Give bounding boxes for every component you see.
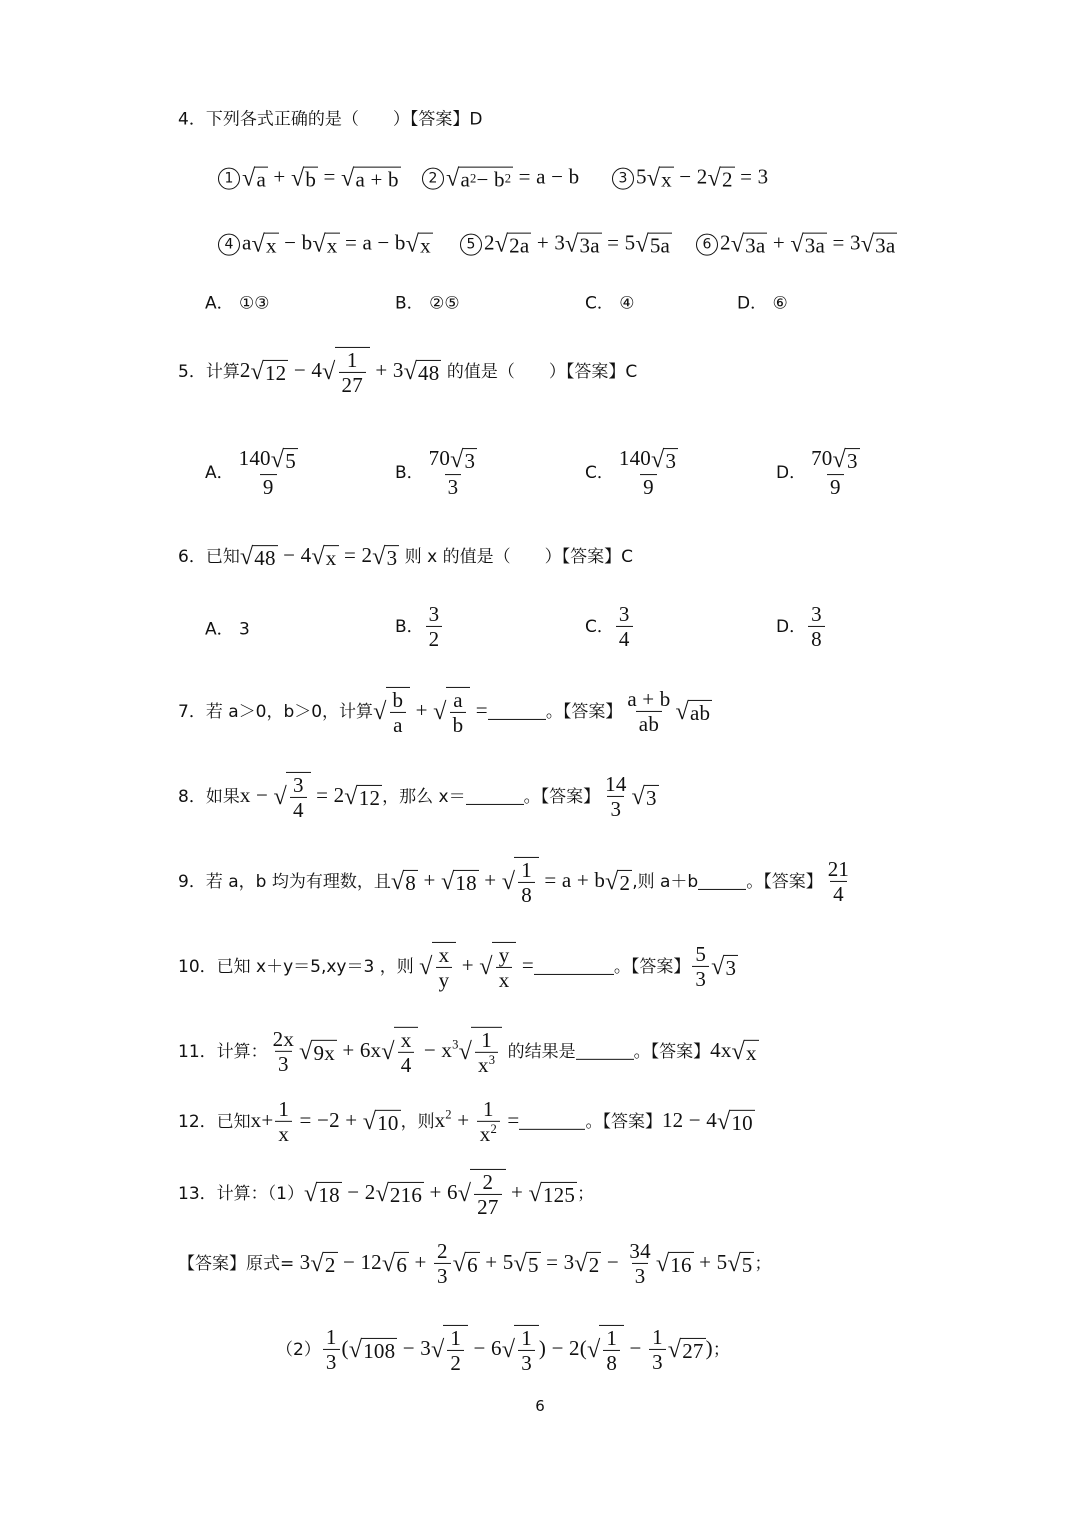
answer-blank	[488, 703, 546, 720]
circle-number-icon: 4	[218, 234, 240, 256]
q5-choices	[0, 443, 1080, 503]
q6-choice-c: C． $\frac{3}{4}$	[585, 603, 635, 651]
q13-line	[0, 1164, 1080, 1224]
q8-stem: 8．如果x − √ $\frac{3}{4}$ = 2 √ 12 ，那么 x＝ 。【答案】 $\frac{14}{3}$ √ 3	[178, 771, 657, 822]
answer-blank	[698, 873, 746, 890]
q11-line	[0, 1022, 1080, 1082]
q13-stem: 13．计算：（1） √ 18 − 2 √ 216 + 6 √ $\frac{2}{27}$ + √ 125 ；	[178, 1169, 595, 1219]
q13-answer-line	[0, 1234, 1080, 1294]
circle-number-icon: 3	[612, 168, 634, 190]
circle-number-icon: 1	[218, 168, 240, 190]
q7-stem: 7．若 a＞0，b＞0，计算 √ $\frac{b}{a}$ + √ $\frac{a}{b}$ = 。【答案】 $\frac{a + b}{ab}$ √ ab	[178, 686, 711, 737]
q4-choice-a: A． ①③	[205, 293, 270, 314]
q6-choice-d: D． $\frac{3}{8}$	[776, 603, 827, 651]
answer-blank	[534, 958, 614, 975]
q9-line	[0, 852, 1080, 912]
q4-choice-b: B． ②⑤	[395, 293, 460, 314]
q4-choices	[0, 271, 1080, 331]
q4-option-4: 4 a √ x − b √ x = a − b √ x	[218, 231, 433, 258]
q13-answer: 【答案】原式= 3 √ 2 − 12 √ 6 + $\frac{2}{3}$ √ 6 + 5 √ 5 = 3 √ 2 − $\frac{34}{3}$ √ 16 + 5 √ 5 ；	[178, 1238, 772, 1288]
circle-number-icon: 5	[460, 234, 482, 256]
q4-option-6: 6 2 √ 3a + √ 3a = 3 √ 3a	[696, 231, 897, 258]
q4-option-5: 5 2 √ 2a + 3 √ 3a = 5 √ 5a	[460, 231, 672, 258]
q13-part2-line	[0, 1320, 1080, 1380]
q5-choice-c: C． 140 √ 3 9	[585, 446, 677, 499]
q6-stem: 6．已知 √ 48 − 4 √ x = 2 √ 3 则 x 的值是（ ）【答案】C	[178, 543, 633, 571]
q4-options-row1	[0, 148, 1080, 208]
q12-line	[0, 1092, 1080, 1152]
answer-blank	[466, 788, 524, 805]
q6-choice-b: B． $\frac{3}{2}$	[395, 603, 444, 651]
q4-choice-c: C． ④	[585, 293, 635, 314]
q9-stem: 9．若 a，b 均为有理数，且 √ 8 + √ 18 + √ $\frac{1}{8}$ = a + b √ 2 ,则 a＋b 。【答案】 $\frac{21}{4}$	[178, 856, 850, 907]
answer-blank	[576, 1043, 634, 1060]
q5-stem-line	[0, 342, 1080, 402]
q10-stem: 10．已知 x＋y＝5,xy＝3 ，则 √ $\frac{x}{y}$ + √ $\frac{y}{x}$ = 。【答案】 $\frac{5}{3}$ √ 3	[178, 941, 737, 992]
q13-part2: （2） $\frac{1}{3}$ ( √ 108 − 3 √ $\frac{1}{2}$ − 6 √ $\frac{1}{3}$ ) − 2( √ $\frac{1}{8}$ − $\frac{1}{3}$ √ 27 )；	[276, 1324, 730, 1375]
q4-option-3: 3 5 √ x − 2 √ 2 = 3	[612, 165, 768, 192]
q4-choice-d: D． ⑥	[737, 293, 788, 314]
q10-line	[0, 937, 1080, 997]
q6-choices	[0, 597, 1080, 657]
q12-stem: 12．已知x+ $\frac{1}{x}$ = −2 + √ 10 ，则$x^2$ + $\frac{1}{x^2}$ = 。【答案】12 − 4 √ 10	[178, 1096, 753, 1147]
q4-option-2: 2 √ a 2 − b 2 = a − b	[422, 165, 579, 192]
q5-stem: 5．计算2 √ 12 − 4 √ $\frac{1}{27}$ + 3 √ 48 的值是（ ）【答案】C	[178, 347, 638, 397]
circle-number-icon: 2	[422, 168, 444, 190]
q4-stem-line	[0, 87, 1080, 147]
q11-stem: 11．计算： $\frac{2x}{3}$ √ 9x + 6x √ $\frac{x}{4}$ − $x^3$ √ $\frac{1}{x^3}$ 的结果是 。【答案】4x √ x	[178, 1026, 757, 1078]
q5-choice-a: A． 140 √ 5 9	[205, 446, 296, 499]
q8-line	[0, 767, 1080, 827]
q4-options-row2	[0, 214, 1080, 274]
page-number: 6	[535, 1397, 545, 1415]
q6-choice-a: A． 3	[205, 619, 250, 640]
circle-number-icon: 6	[696, 234, 718, 256]
q5-choice-d: D． 70 √ 3 9	[776, 446, 858, 499]
q5-choice-b: B． 70 √ 3 3	[395, 446, 476, 499]
q6-stem-line	[0, 526, 1080, 586]
answer-blank	[519, 1113, 585, 1130]
q4-stem: 4．下列各式正确的是（ ）【答案】D	[178, 109, 483, 130]
q4-option-1: 1 √ a + √ b = √ a + b	[218, 165, 401, 192]
q7-line	[0, 682, 1080, 742]
